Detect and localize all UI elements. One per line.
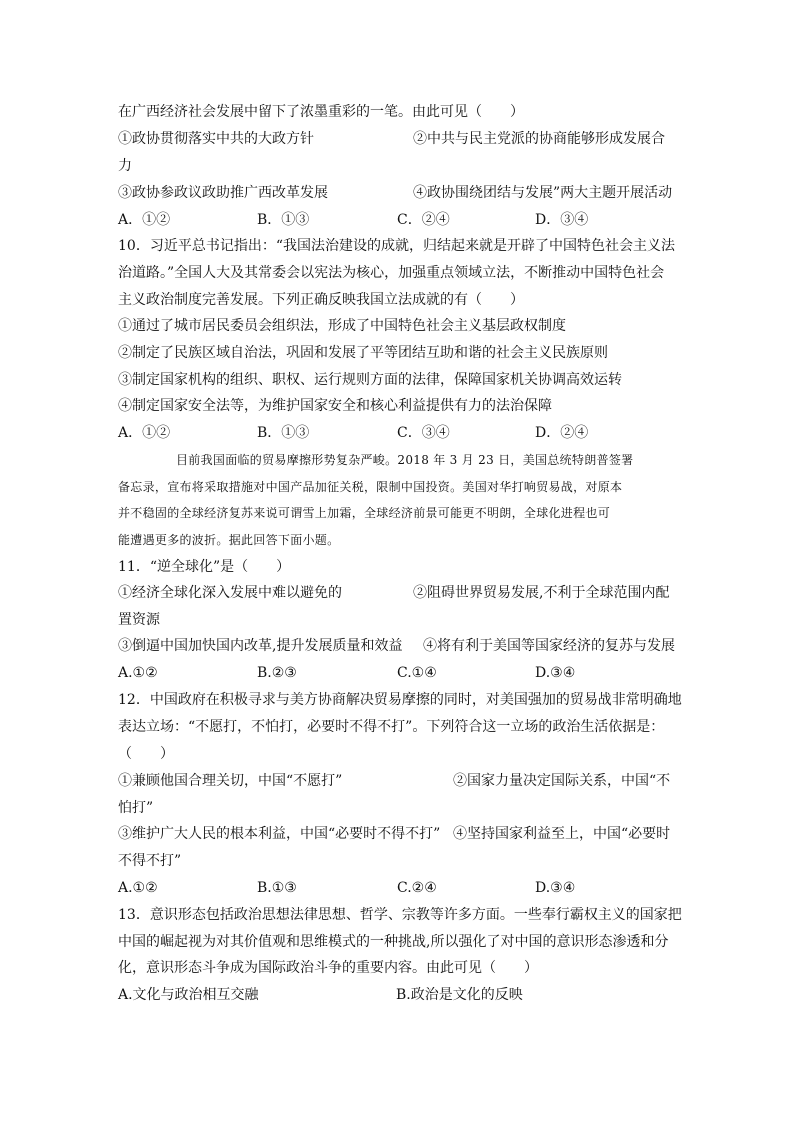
q12-choice-d: D.③④ xyxy=(535,880,576,896)
q9-choice-b: B．①③ xyxy=(257,212,310,228)
q10-choice-a: A．①② xyxy=(118,425,171,441)
q13-stem-line: 化，意识形态斗争成为国际政治斗争的重要内容。由此可见（ ） xyxy=(118,960,538,976)
material-line: 备忘录，宣布将采取措施对中国产品加征关税，限制中国投资。美国对华打响贸易战，对原本 xyxy=(118,480,623,494)
q11-choice-c: C.①④ xyxy=(397,665,437,681)
q11-option-1: ①经济全球化深入发展中难以避免的 xyxy=(118,585,342,601)
q12-option-4: ④坚持国家利益至上，中国“必要时 xyxy=(453,826,671,842)
q11-choice-b: B.②③ xyxy=(257,665,297,681)
q12-option-1: ①兼顾他国合理关切，中国“不愿打” xyxy=(118,773,343,789)
q11-option-2-wrap: 置资源 xyxy=(118,612,160,628)
q12-option-row xyxy=(118,772,678,790)
q10-option-4: ④制定国家安全法等，为维护国家安全和核心利益提供有力的法治保障 xyxy=(118,398,552,414)
q10-option-1: ①通过了城市居民委员会组织法，形成了中国特色社会主义基层政权制度 xyxy=(118,318,566,334)
q12-choice-b: B.①③ xyxy=(257,880,297,896)
q10-stem-line: 治道路。”全国人大及其常委会以宪法为核心，加强重点领域立法，不断推动中国特色社会 xyxy=(118,265,665,281)
q11-option-3: ③倒逼中国加快国内改革,提升发展质量和效益 xyxy=(118,638,403,654)
q11-option-4: ④将有利于美国等国家经济的复苏与发展 xyxy=(423,638,675,654)
q9-choice-a: A．①② xyxy=(118,212,171,228)
q12-option-4-wrap: 不得不打” xyxy=(118,853,182,869)
q11-option-row xyxy=(118,584,678,602)
q11-choice-d: D.③④ xyxy=(535,665,576,681)
q10-option-2: ②制定了民族区域自治法，巩固和发展了平等团结互助和谐的社会主义民族原则 xyxy=(118,345,608,361)
q9-option-row xyxy=(118,184,678,202)
q10-choice-b: B．①③ xyxy=(257,425,310,441)
q11-option-2: ②阻碍世界贸易发展,不利于全球范围内配 xyxy=(413,585,670,601)
q10-choice-c: C．③④ xyxy=(397,425,450,441)
q9-stem-tail: 在广西经济社会发展中留下了浓墨重彩的一笔。由此可见（ ） xyxy=(118,104,524,120)
q9-choice-c: C．②④ xyxy=(397,212,450,228)
q12-option-3: ③维护广大人民的根本利益，中国“必要时不得不打” xyxy=(118,826,441,842)
q11-choice-a: A.①② xyxy=(118,665,158,681)
q9-choice-d: D．③④ xyxy=(535,212,589,228)
q9-option-4: ④政协围绕团结与发展”两大主题开展活动 xyxy=(413,185,673,201)
q9-option-2: ②中共与民主党派的协商能够形成发展合 xyxy=(413,131,665,147)
q13-choice-a: A.文化与政治相互交融 xyxy=(118,987,259,1003)
q12-option-2-wrap: 怕打” xyxy=(118,800,154,816)
q12-choice-c: C.②④ xyxy=(397,880,437,896)
q13-choice-b: B.政治是文化的反映 xyxy=(396,987,523,1003)
q12-option-2: ②国家力量决定国际关系，中国“不 xyxy=(453,773,671,789)
q11-option-row xyxy=(118,637,678,655)
q10-stem-line: 主义政治制度完善发展。下列正确反映我国立法成就的有（ ） xyxy=(118,292,524,308)
q10-stem-line: 10．习近平总书记指出：“我国法治建设的成就，归结起来就是开辟了中国特色社会主义法 xyxy=(118,238,675,254)
q12-stem-line: 表达立场：“不愿打，不怕打，必要时不得不打”。下列符合这一立场的政治生活依据是： xyxy=(118,719,665,735)
material-line: 能遭遇更多的波折。据此回答下面小题。 xyxy=(118,533,340,547)
q12-answer-blank: （ ） xyxy=(118,746,174,762)
material-line: 目前我国面临的贸易摩擦形势复杂严峻。2018 年 3 月 23 日，美国总统特朗普签署 xyxy=(176,453,634,467)
q10-choice-d: D．②④ xyxy=(535,425,589,441)
q9-option-3: ③政协参政议政助推广西改革发展 xyxy=(118,185,328,201)
q9-option-row xyxy=(118,130,678,148)
q12-option-row xyxy=(118,825,678,843)
q13-stem-line: 13．意识形态包括政治思想法律思想、哲学、宗教等许多方面。一些奉行霸权主义的国家把 xyxy=(118,907,682,923)
q12-stem-line: 12．中国政府在积极寻求与美方协商解决贸易摩擦的同时，对美国强加的贸易战非常明确地 xyxy=(118,692,682,708)
material-line: 并不稳固的全球经济复苏来说可谓雪上加霜，全球经济前景可能更不明朗，全球化进程也可 xyxy=(118,506,611,520)
q9-option-1: ①政协贯彻落实中共的大政方针 xyxy=(118,131,314,147)
q13-stem-line: 中国的崛起视为对其价值观和思维模式的一种挑战,所以强化了对中国的意识形态渗透和分 xyxy=(118,934,669,950)
q11-stem: 11．“逆全球化”是（ ） xyxy=(118,559,291,575)
q9-option-2-wrap: 力 xyxy=(118,158,132,174)
q10-option-3: ③制定国家机构的组织、职权、运行规则方面的法律，保障国家机关协调高效运转 xyxy=(118,372,622,388)
q12-choice-a: A.①② xyxy=(118,880,158,896)
